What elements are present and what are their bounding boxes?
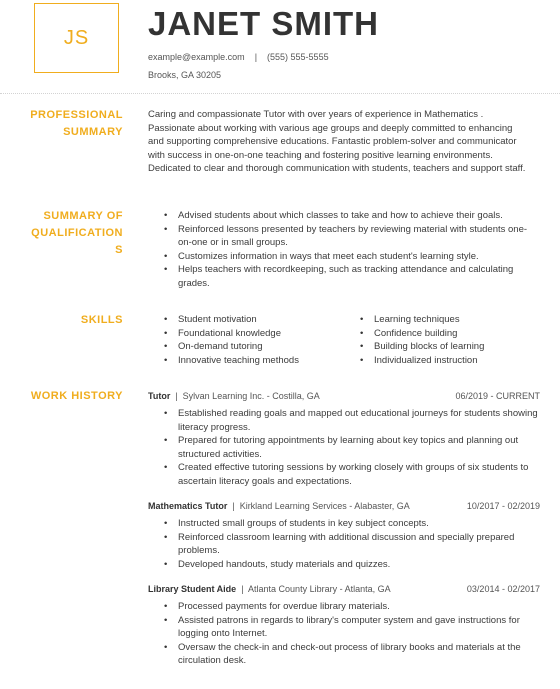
skill-item: • Confidence building xyxy=(344,327,534,341)
qualifications-heading-line: S xyxy=(115,244,123,256)
skill-item: • On-demand tutoring xyxy=(148,340,348,354)
job-separator: | xyxy=(170,391,183,401)
skill-item: • Learning techniques xyxy=(344,313,534,327)
job-header xyxy=(148,500,540,512)
contact-separator: | xyxy=(254,52,258,62)
list-item: • Reinforced lessons presented by teachers by reviewing material with students one-on-one or in small groups. xyxy=(148,223,532,250)
list-item: • Customizes information in ways that meet each student's learning style. xyxy=(148,250,532,264)
skill-item: • Building blocks of learning xyxy=(344,340,534,354)
qualifications-heading-line: SUMMARY OF xyxy=(43,210,123,222)
job-title: Library Student Aide xyxy=(148,584,237,594)
contact-line xyxy=(148,51,329,64)
candidate-name: JANET SMITH xyxy=(148,5,380,42)
list-item: • Helps teachers with recordkeeping, such as tracking attendance and calculating grades. xyxy=(148,263,532,290)
list-item: • Oversaw the check-in and check-out process of library books and materials at the circulation desk. xyxy=(148,641,540,668)
job-title: Tutor xyxy=(148,391,171,401)
skills-heading: SKILLS xyxy=(80,314,123,326)
summary-heading-line: SUMMARY xyxy=(63,126,123,138)
summary-heading-line: PROFESSIONAL xyxy=(30,109,123,121)
list-item: • Processed payments for overdue library materials. xyxy=(148,600,540,614)
qualifications-heading-line: QUALIFICATION xyxy=(31,227,123,239)
job-bullets xyxy=(148,600,540,668)
list-item: • Created effective tutoring sessions by working closely with groups of six students to ascertain literacy goals and expectations. xyxy=(148,461,540,488)
skill-item: • Student motivation xyxy=(148,313,348,327)
job-bullets xyxy=(148,407,540,488)
job-company: Sylvan Learning Inc. - Costilla, GA xyxy=(182,391,320,401)
job-dates: 03/2014 - 02/2017 xyxy=(466,584,540,594)
skill-item: • Individualized instruction xyxy=(344,354,534,368)
job-company: Kirkland Learning Services - Alabaster, GA xyxy=(239,501,410,511)
summary-text: Caring and compassionate Tutor with over years of experience in Mathematics . Passionate about working with various age groups and deeply committed to enhancing and supporting comprehensive educations. Fantastic problem-solver and communicator with success in one-on-one teaching and fostering positive learning environments. Dedicated to clear and thorough communication with students, teachers and support staff. xyxy=(148,109,526,174)
job-title: Mathematics Tutor xyxy=(148,501,228,511)
skills-list-left xyxy=(148,313,348,367)
list-item: • Established reading goals and mapped out educational journeys for students showing literacy progress. xyxy=(148,407,540,434)
summary-heading xyxy=(30,107,123,141)
list-item: • Assisted patrons in regards to library's computer system and gave instructions for logging onto Internet. xyxy=(148,614,540,641)
job-separator: | xyxy=(227,501,240,511)
list-item: • Advised students about which classes to take and how to achieve their goals. xyxy=(148,209,532,223)
skill-item: • Innovative teaching methods xyxy=(148,354,348,368)
job-company: Atlanta County Library - Atlanta, GA xyxy=(248,584,391,594)
job-bullets xyxy=(148,517,540,571)
job-dates: 10/2017 - 02/2019 xyxy=(466,501,540,511)
address-text: Brooks, GA 30205 xyxy=(148,70,222,80)
monogram-initials: JS xyxy=(63,26,90,49)
job-dates: 06/2019 - CURRENT xyxy=(455,391,540,401)
work-history-heading: WORK HISTORY xyxy=(30,390,123,402)
phone-text: (555) 555-5555 xyxy=(267,52,329,62)
job-separator: | xyxy=(236,584,249,594)
skill-item: • Foundational knowledge xyxy=(148,327,348,341)
email-text: example@example.com xyxy=(148,52,245,62)
list-item: • Instructed small groups of students in key subject concepts. xyxy=(148,517,540,531)
monogram-badge xyxy=(34,3,119,73)
qualifications-list xyxy=(148,209,532,290)
header-divider xyxy=(0,93,560,94)
job-header xyxy=(148,583,540,595)
qualifications-heading xyxy=(31,208,123,259)
list-item: • Prepared for tutoring appointments by learning about key topics and planning out structured activities. xyxy=(148,434,540,461)
list-item: • Reinforced classroom learning with additional discussion and specially prepared problems. xyxy=(148,531,540,558)
list-item: • Developed handouts, study materials and quizzes. xyxy=(148,558,540,572)
skills-list-right xyxy=(344,313,534,367)
job-header xyxy=(148,390,540,402)
